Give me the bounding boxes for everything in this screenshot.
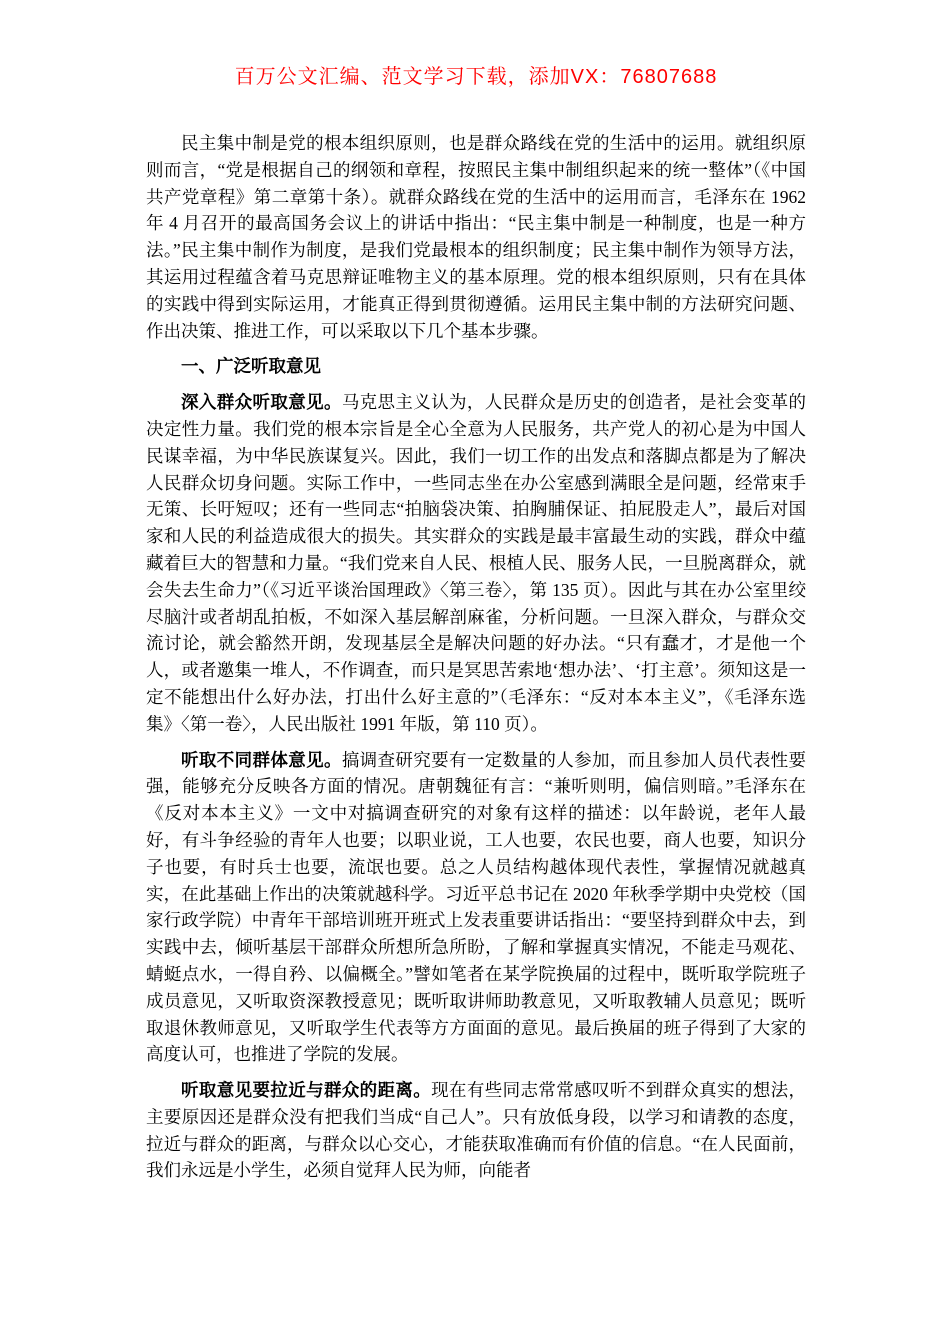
paragraph-text: 现在有些同志常常感叹听不到群众真实的想法，主要原因还是群众没有把我们当成“自己人”。只有放低身段，以学习和请教的态度，拉近与群众的距离，与群众以心交心，才能获取准确而有价值的信息。“在人民面前，我们永远是小学生，必须自觉拜人民为师，向能者 <box>146 1080 807 1181</box>
promo-text: 百万公文汇编、范文学习下载，添加VX：76807688 <box>234 66 718 88</box>
paragraph-listen-deeply <box>146 389 806 737</box>
paragraph-text: 搞调查研究要有一定数量的人参加，而且参加人员代表性要强，能够充分反映各方面的情况。唐朝魏征有言：“兼听则明，偏信则暗。”毛泽东在《反对本本主义》一文中对搞调查研究的对象有这样的描述：以年龄说，老年人最好，有斗争经验的青年人也要；以职业说，工人也要，农民也要，商人也要，知识分子也要，有时兵士也要，流氓也要。总之人员结构越体现代表性，掌握情况就越真实，在此基础上作出的决策就越科学。习近平总书记在 2020 年秋季学期中央党校（国家行政学院）中青年干部培训班开班式上发表重要讲话指出：“要坚持到群众中去，到实践中去，倾听基层干部群众所想所急所盼，了解和掌握真实情况，不能走马观花、蜻蜓点水，一得自矜、以偏概全。”譬如笔者在某学院换届的过程中，既听取学院班子成员意见，又听取资深教授意见；既听取讲师助教意见，又听取教辅人员意见；既听取退休教师意见，又听取学生代表等方方面面的意见。最后换届的班子得到了大家的高度认可，也推进了学院的发展。 <box>146 749 807 1065</box>
paragraph-intro <box>146 130 806 344</box>
section-heading-1 <box>146 353 806 380</box>
document-body <box>146 130 806 1184</box>
section-heading-1-text: 一、广泛听取意见 <box>181 356 321 377</box>
paragraph-lead: 听取不同群体意见。 <box>181 749 342 770</box>
paragraph-intro-text: 民主集中制是党的根本组织原则，也是群众路线在党的生活中的运用。就组织原则而言，“党是根据自己的纲领和章程，按照民主集中制组织起来的统一整体”（《中国共产党章程》第二章第十条）。就群众路线在党的生活中的运用而言，毛泽东在 1962 年 4 月召开的最高国务会议上的讲话中指出：“民主集中制是一种制度，也是一种方法。”民主集中制作为制度，是我们党最根本的组织制度；民主集中制作为领导方法，其运用过程蕴含着马克思辩证唯物主义的基本原理。党的根本组织原则，只有在具体的实践中得到实际运用，才能真正得到贯彻遵循。运用民主集中制的方法研究问题、作出决策、推进工作，可以采取以下几个基本步骤。 <box>146 133 806 341</box>
paragraph-text: 马克思主义认为，人民群众是历史的创造者，是社会变革的决定性力量。我们党的根本宗旨是全心全意为人民服务，共产党人的初心是为中国人民谋幸福，为中华民族谋复兴。因此，我们一切工作的出发点和落脚点都是为了解决人民群众切身问题。实际工作中，一些同志坐在办公室感到满眼全是问题，经常束手无策、长吁短叹；还有一些同志“拍脑袋决策、拍胸脯保证、拍屁股走人”，最后对国家和人民的利益造成很大的损失。其实群众的实践是最丰富最生动的实践，群众中蕴藏着巨大的智慧和力量。“我们党来自人民、根植人民、服务人民，一旦脱离群众，就会失去生命力”（《习近平谈治国理政》〈第三卷〉，第 135 页）。因此与其在办公室里绞尽脑汁或者胡乱拍板，不如深入基层解剖麻雀，分析问题。一旦深入群众，与群众交流讨论，就会豁然开朗，发现基层全是解决问题的好办法。“只有蠢才，才是他一个人，或者邀集一堆人，不作调查，而只是冥思苦索地‘想办法’、‘打主意’。须知这是一定不能想出什么好办法，打出什么好主意的”（毛泽东：“反对本本主义”，《毛泽东选集》〈第一卷〉，人民出版社 1991 年版，第 110 页）。 <box>146 392 807 734</box>
paragraph-lead: 听取意见要拉近与群众的距离。 <box>181 1080 432 1101</box>
promo-header <box>146 64 806 90</box>
paragraph-lead: 深入群众听取意见。 <box>181 392 342 413</box>
paragraph-close-distance <box>146 1077 806 1184</box>
paragraph-different-groups <box>146 747 806 1069</box>
